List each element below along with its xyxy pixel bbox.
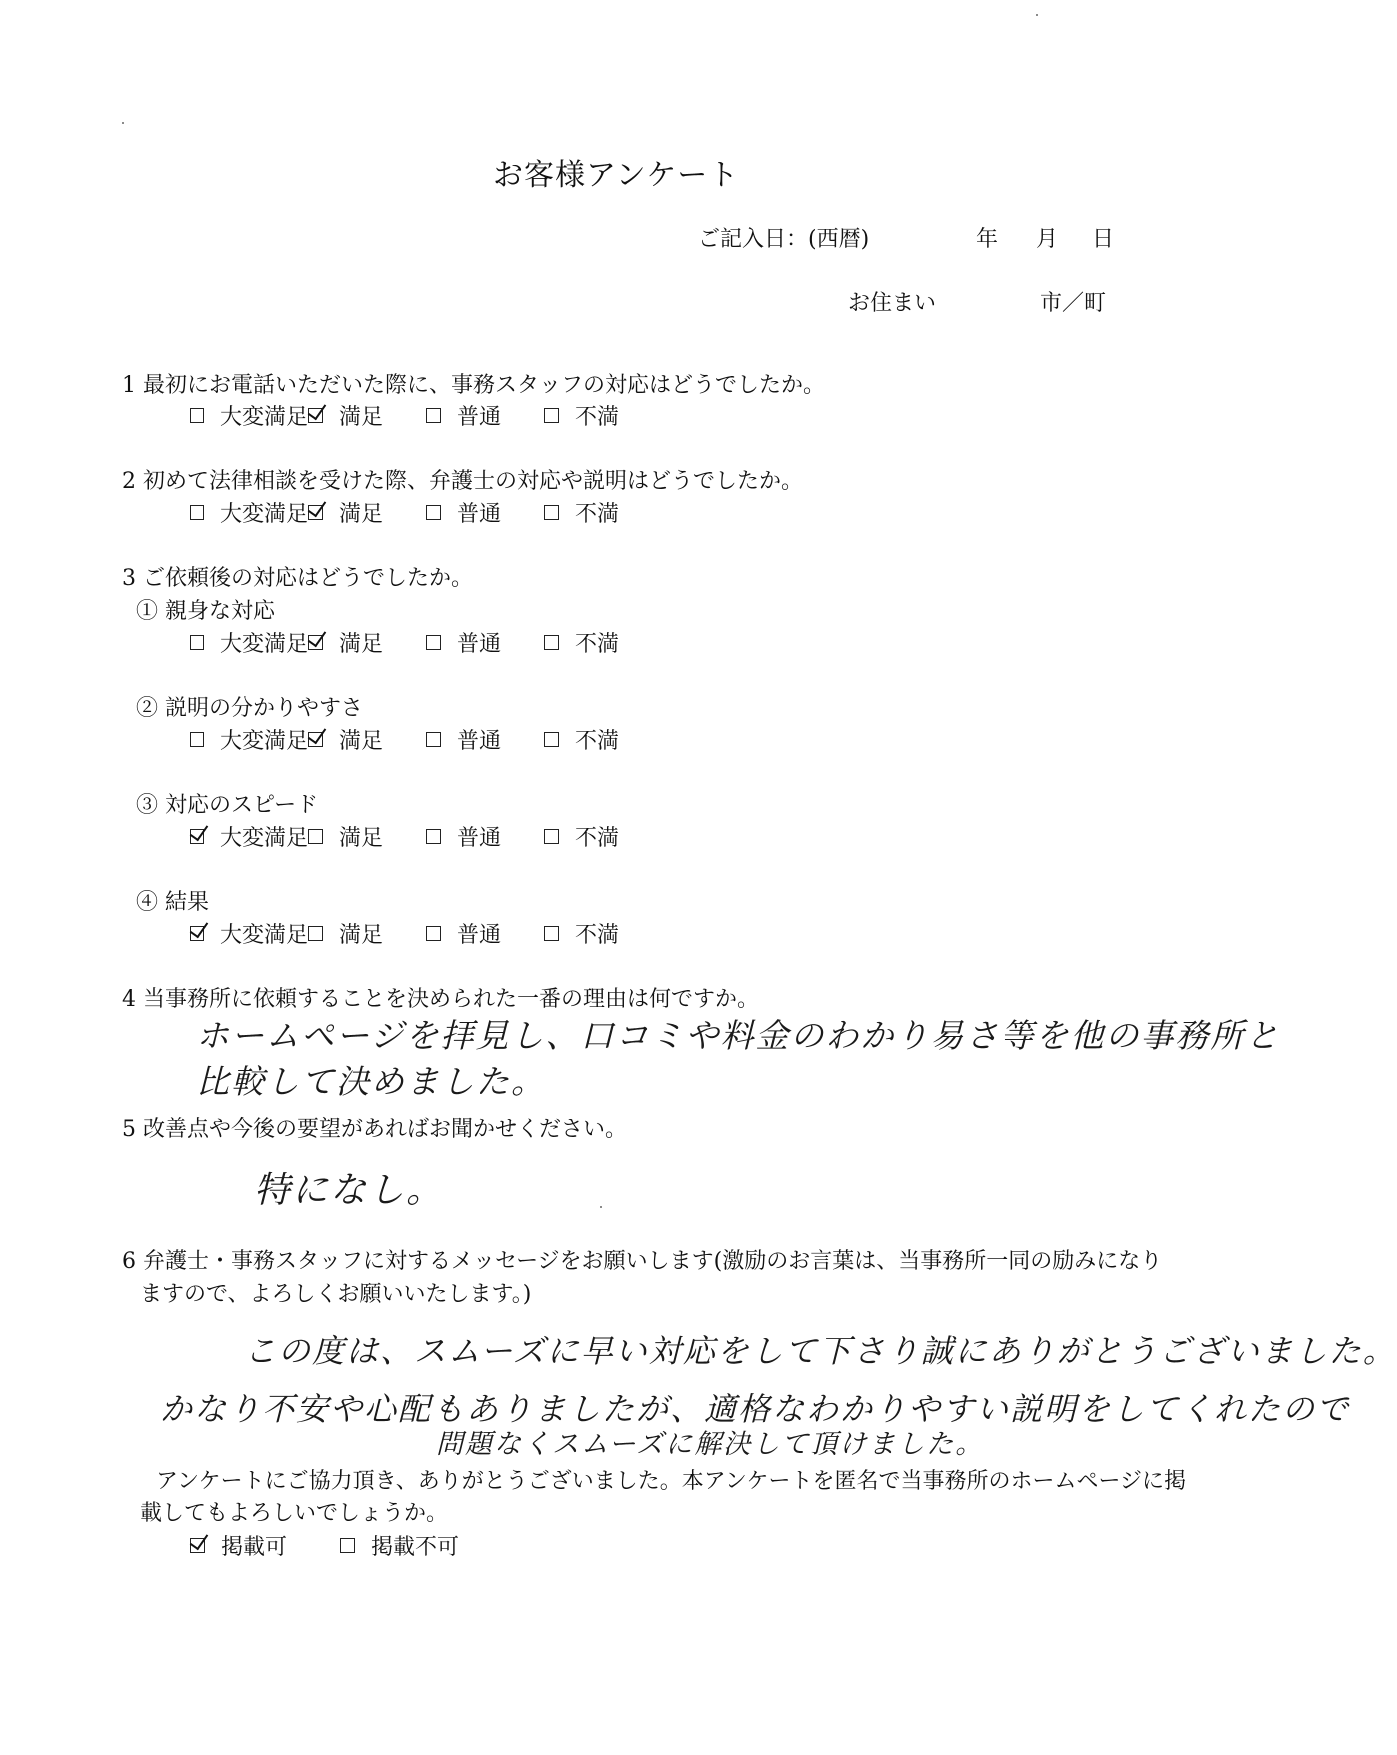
checkbox-checked[interactable]	[190, 829, 204, 844]
question-6-label-line-1: 6 弁護士・事務スタッフに対するメッセージをお願いします(激励のお言葉は、当事務所一同の励みになり	[122, 1249, 1163, 1274]
checkbox[interactable]	[426, 926, 441, 941]
checkbox[interactable]	[308, 829, 323, 844]
option-very-satisfied[interactable]: 大変満足	[190, 724, 308, 755]
question-6-label-line-2: ますので、よろしくお願いいたします。)	[140, 1282, 532, 1307]
option-dissatisfied[interactable]: 不満	[544, 627, 662, 658]
question-4-label: 4 当事務所に依頼することを決められた一番の理由は何ですか。	[122, 987, 759, 1012]
option-publish-not-ok[interactable]: 掲載不可	[340, 1530, 490, 1561]
question-4-answer-line-1: ホームページを拝見し、口コミや料金のわかり易さ等を他の事務所と	[196, 1016, 1281, 1055]
question-3-4-options	[190, 918, 662, 949]
question-6-answer-line-2: かなり不安や心配もありましたが、適格なわかりやすい説明をしてくれたので	[160, 1390, 1351, 1428]
checkbox[interactable]	[426, 505, 441, 520]
question-4-answer-line-2: 比較して決めました。	[196, 1062, 546, 1101]
checkbox[interactable]	[544, 635, 559, 650]
question-6-answer-line-3: 問題なくスムーズに解決して頂けました。	[436, 1429, 985, 1460]
checkbox[interactable]	[544, 505, 559, 520]
question-5-label: 5 改善点や今後の要望があればお聞かせください。	[122, 1117, 627, 1142]
checkbox[interactable]	[544, 926, 559, 941]
question-6-answer-line-1: この度は、スムーズに早い対応をして下さり誠にありがとうございました。	[244, 1332, 1397, 1370]
option-very-satisfied[interactable]: 大変満足	[190, 918, 308, 949]
year-label: 年	[976, 227, 999, 252]
residence-label: お住まい	[848, 291, 937, 316]
option-satisfied[interactable]: 満足	[308, 627, 426, 658]
option-dissatisfied[interactable]: 不満	[544, 400, 662, 431]
option-normal[interactable]: 普通	[426, 627, 544, 658]
checkbox[interactable]	[426, 408, 441, 423]
option-dissatisfied[interactable]: 不満	[544, 724, 662, 755]
day-label: 日	[1092, 227, 1115, 252]
question-3-1-options	[190, 627, 662, 658]
month-label: 月	[1036, 227, 1059, 252]
checkbox[interactable]	[308, 926, 323, 941]
checkbox[interactable]	[190, 732, 204, 747]
checkbox[interactable]	[544, 408, 559, 423]
option-satisfied[interactable]: 満足	[308, 821, 426, 852]
option-satisfied[interactable]: 満足	[308, 918, 426, 949]
question-3-3-label: ③ 対応のスピード	[136, 793, 319, 818]
option-very-satisfied[interactable]: 大変満足	[190, 821, 308, 852]
option-normal[interactable]: 普通	[426, 821, 544, 852]
checkbox-checked[interactable]	[308, 408, 323, 423]
consent-options	[190, 1530, 490, 1561]
option-very-satisfied[interactable]: 大変満足	[190, 497, 308, 528]
question-3-1-label: ① 親身な対応	[136, 599, 275, 624]
question-3-4-label: ④ 結果	[136, 890, 209, 915]
consent-text-line-1: アンケートにご協力頂き、ありがとうございました。本アンケートを匿名で当事務所のホームページに掲	[156, 1469, 1187, 1494]
checkbox[interactable]	[426, 829, 441, 844]
option-satisfied[interactable]: 満足	[308, 497, 426, 528]
option-dissatisfied[interactable]: 不満	[544, 497, 662, 528]
option-normal[interactable]: 普通	[426, 724, 544, 755]
city-label: 市／町	[1040, 291, 1107, 316]
consent-text-line-2: 載してもよろしいでしょうか。	[140, 1501, 449, 1526]
checkbox-checked[interactable]	[308, 635, 323, 650]
checkbox[interactable]	[190, 408, 204, 423]
checkbox[interactable]	[190, 505, 204, 520]
question-3-label: 3 ご依頼後の対応はどうでしたか。	[122, 566, 473, 591]
scan-speck	[122, 122, 124, 124]
option-very-satisfied[interactable]: 大変満足	[190, 627, 308, 658]
page-title: お客様アンケート	[493, 158, 740, 193]
checkbox[interactable]	[544, 732, 559, 747]
option-dissatisfied[interactable]: 不満	[544, 821, 662, 852]
option-normal[interactable]: 普通	[426, 497, 544, 528]
checkbox-checked[interactable]	[190, 1538, 205, 1553]
checkbox[interactable]	[340, 1538, 355, 1553]
option-very-satisfied[interactable]: 大変満足	[190, 400, 308, 431]
question-1-label: 1 最初にお電話いただいた際に、事務スタッフの対応はどうでしたか。	[122, 373, 825, 398]
date-label: ご記入日：(西暦)	[698, 227, 870, 252]
option-normal[interactable]: 普通	[426, 918, 544, 949]
question-5-answer: 特になし。	[254, 1170, 445, 1211]
checkbox-checked[interactable]	[308, 732, 323, 747]
question-3-2-label: ② 説明の分かりやすさ	[136, 696, 363, 721]
scan-speck	[1036, 14, 1038, 16]
option-satisfied[interactable]: 満足	[308, 724, 426, 755]
checkbox-checked[interactable]	[190, 926, 204, 941]
checkbox[interactable]	[544, 829, 559, 844]
scan-speck	[600, 1206, 602, 1208]
option-satisfied[interactable]: 満足	[308, 400, 426, 431]
question-2-options	[190, 497, 662, 528]
checkbox-checked[interactable]	[308, 505, 323, 520]
question-1-options	[190, 400, 662, 431]
checkbox[interactable]	[190, 635, 204, 650]
option-publish-ok[interactable]: 掲載可	[190, 1530, 340, 1561]
question-2-label: 2 初めて法律相談を受けた際、弁護士の対応や説明はどうでしたか。	[122, 469, 803, 494]
checkbox[interactable]	[426, 635, 441, 650]
question-3-2-options	[190, 724, 662, 755]
checkbox[interactable]	[426, 732, 441, 747]
question-3-3-options	[190, 821, 662, 852]
option-dissatisfied[interactable]: 不満	[544, 918, 662, 949]
option-normal[interactable]: 普通	[426, 400, 544, 431]
